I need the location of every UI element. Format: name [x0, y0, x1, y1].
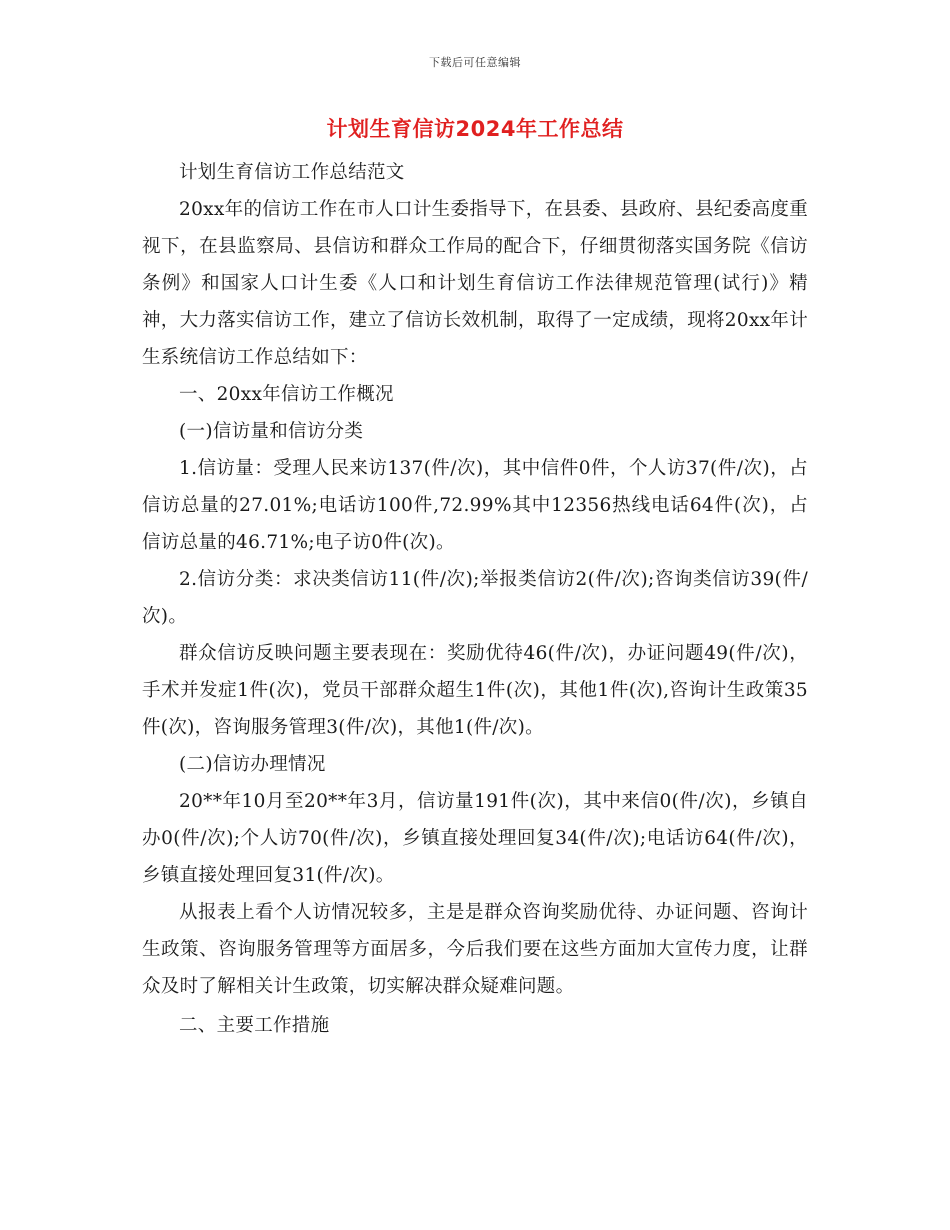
section-heading-measures: 二、主要工作措施: [179, 1015, 330, 1036]
header-note: 下载后可任意编辑: [429, 56, 521, 69]
subsection-heading-handling: (二)信访办理情况: [179, 754, 326, 775]
document-body: [142, 154, 808, 1044]
paragraph-issues: 群众信访反映问题主要表现在：奖励优待46(件/次)，办证问题49(件/次)，手术并发症1件(次)，党员干部群众超生1件(次)，其他1件(次),咨询计生政策35件(次)，咨询服务管理3(件/次)，其他1(件/次)。: [142, 643, 808, 738]
paragraph-subtitle: 计划生育信访工作总结范文: [179, 162, 405, 183]
paragraph-intro: 20xx年的信访工作在市人口计生委指导下，在县委、县政府、县纪委高度重视下，在县监察局、县信访和群众工作局的配合下，仔细贯彻落实国务院《信访条例》和国家人口计生委《人口和计划生育信访工作法律规范管理(试行)》精神，大力落实信访工作，建立了信访长效机制，取得了一定成绩，现将20xx年计生系统信访工作总结如下：: [142, 199, 809, 368]
paragraph-volume: 1.信访量：受理人民来访137(件/次)，其中信件0件，个人访37(件/次)，占信访总量的27.01%;电话访100件,72.99%其中12356热线电话64件(次)，占信访总量的46.71%;电子访0件(次)。: [142, 458, 808, 553]
paragraph-handling: 20**年10月至20**年3月，信访量191件(次)，其中来信0(件/次)，乡镇自办0(件/次);个人访70(件/次)，乡镇直接处理回复34(件/次);电话访64(件/次)，乡镇直接处理回复31(件/次)。: [142, 791, 808, 886]
section-heading-overview: 一、20xx年信访工作概况: [179, 384, 394, 405]
subsection-heading-volume: (一)信访量和信访分类: [179, 421, 364, 442]
paragraph-classification: 2.信访分类：求决类信访11(件/次);举报类信访2(件/次);咨询类信访39(件/次)。: [142, 569, 808, 627]
document-title: 计划生育信访2024年工作总结: [326, 117, 624, 141]
paragraph-analysis: 从报表上看个人访情况较多，主是是群众咨询奖励优待、办证问题、咨询计生政策、咨询服务管理等方面居多，今后我们要在这些方面加大宣传力度，让群众及时了解相关计生政策，切实解决群众疑难问题。: [142, 902, 808, 997]
